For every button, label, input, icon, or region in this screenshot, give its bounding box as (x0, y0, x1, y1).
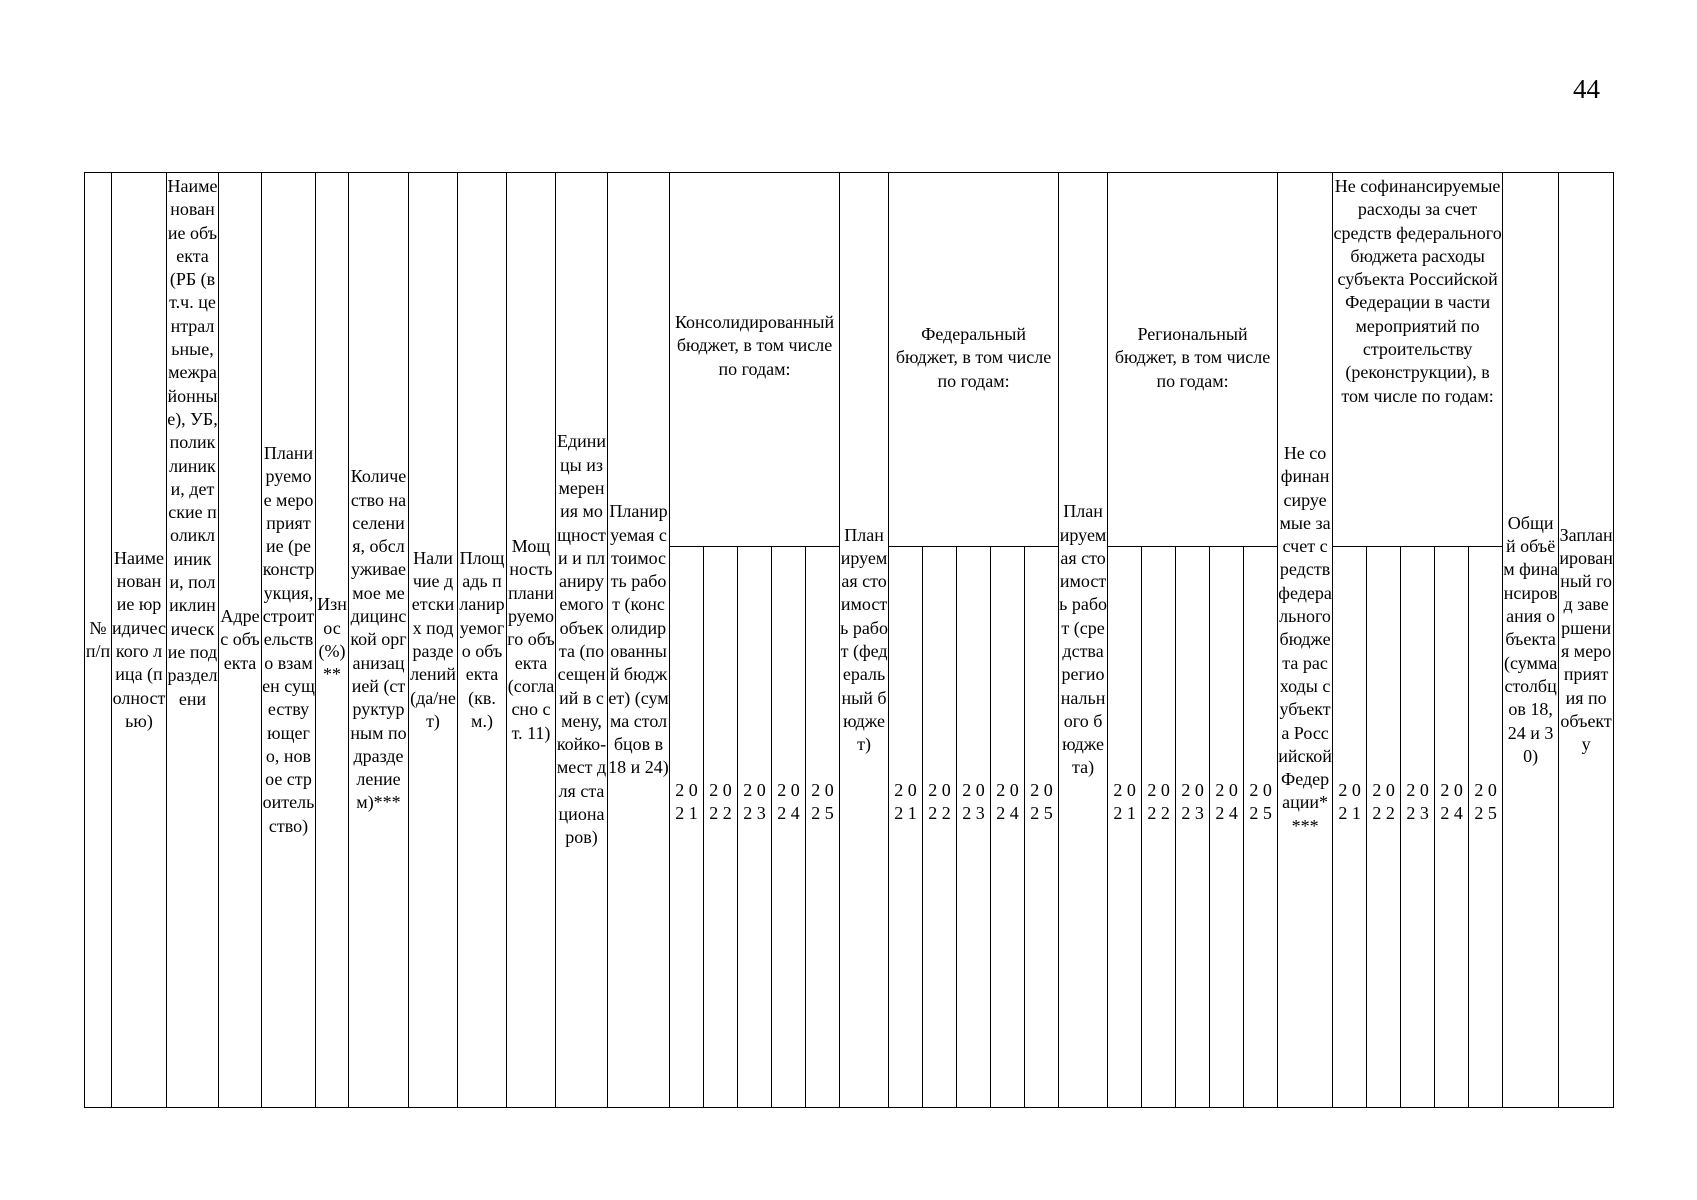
year-cell: 2 0 2 2 (1367, 547, 1401, 1108)
header-non-cofinanced: Не софинансируемые за счет средств федерального бюджета расходы субъекта Российской Федерации**** (1278, 173, 1333, 1108)
year-cell: 2 0 2 5 (806, 547, 840, 1108)
year-cell: 2 0 2 5 (1469, 547, 1503, 1108)
year-cell: 2 0 2 5 (1244, 547, 1278, 1108)
header-planned-cost-regional: Планируемая стоимость работ (средства регионального бюджета) (1059, 173, 1108, 1108)
header-area: Площадь планируемого объекта (кв. м.) (458, 173, 507, 1108)
header-capacity: Мощность планируемого объекта (согласно ст. 11) (507, 173, 556, 1108)
header-legal-entity: Наименование юридического лица (полностью) (112, 173, 167, 1108)
year-cell: 2 0 2 4 (1210, 547, 1244, 1108)
header-object-name: Наименование объекта (РБ (в т.ч. центральные, межрайонные), УБ, поликлиники, детские поликлиники, поликлинические подразделени (167, 173, 219, 1108)
page-number: 44 (1573, 74, 1600, 104)
header-regional-group: Региональный бюджет, в том числе по годам: (1108, 173, 1278, 547)
year-cell: 2 0 2 1 (1333, 547, 1367, 1108)
header-planned-cost-consolidated: Планируемая стоимость работ (консолидированный бюджет) (сумма столбцов в 18 и 24) (608, 173, 670, 1108)
year-cell: 2 0 2 3 (738, 547, 772, 1108)
header-planned-event: Планируемое мероприятие (реконструкция, строительство взамен существующего, новое строительство) (262, 173, 316, 1108)
year-cell: 2 0 2 5 (1025, 547, 1059, 1108)
year-cell: 2 0 2 4 (1435, 547, 1469, 1108)
header-children-units: Наличие детских подразделений (да/нет) (409, 173, 458, 1108)
header-num: № п/п (85, 173, 112, 1108)
year-cell: 2 0 2 4 (772, 547, 806, 1108)
header-total-financing: Общий объём финансирования объекта (сумма столбцов 18, 24 и 30) (1503, 173, 1559, 1108)
year-cell: 2 0 2 2 (704, 547, 738, 1108)
year-cell: 2 0 2 3 (957, 547, 991, 1108)
year-cell: 2 0 2 1 (889, 547, 923, 1108)
header-address: Адрес объекта (219, 173, 262, 1108)
header-planned-year: Запланированный год завершения мероприятия по объекту (1559, 173, 1614, 1108)
year-cell: 2 0 2 1 (1108, 547, 1142, 1108)
header-non-cofinanced-group: Не софинансируемые расходы за счет средств федерального бюджета расходы субъекта Российской Федерации в части мероприятий по строительству (реконструкции), в том числе по годам: (1333, 173, 1503, 547)
header-wear: Износ (%)** (316, 173, 349, 1108)
header-capacity-units: Единицы измерения мощности и планируемого объекта (посещений в смену, койко-мест для стационаров) (556, 173, 608, 1108)
header-federal-group: Федеральный бюджет, в том числе по годам: (889, 173, 1059, 547)
header-population: Количество населения, обслуживаемое медицинской организацией (структурным подразделением)*** (349, 173, 409, 1108)
header-planned-cost-federal: Планируемая стоимость работ (федеральный бюджет) (840, 173, 889, 1108)
year-cell: 2 0 2 4 (991, 547, 1025, 1108)
header-consolidated-group: Консолидированный бюджет, в том числе по годам: (670, 173, 840, 547)
year-cell: 2 0 2 2 (1142, 547, 1176, 1108)
year-cell: 2 0 2 3 (1401, 547, 1435, 1108)
year-cell: 2 0 2 3 (1176, 547, 1210, 1108)
year-cell: 2 0 2 1 (670, 547, 704, 1108)
budget-table (84, 172, 1614, 1108)
year-cell: 2 0 2 2 (923, 547, 957, 1108)
